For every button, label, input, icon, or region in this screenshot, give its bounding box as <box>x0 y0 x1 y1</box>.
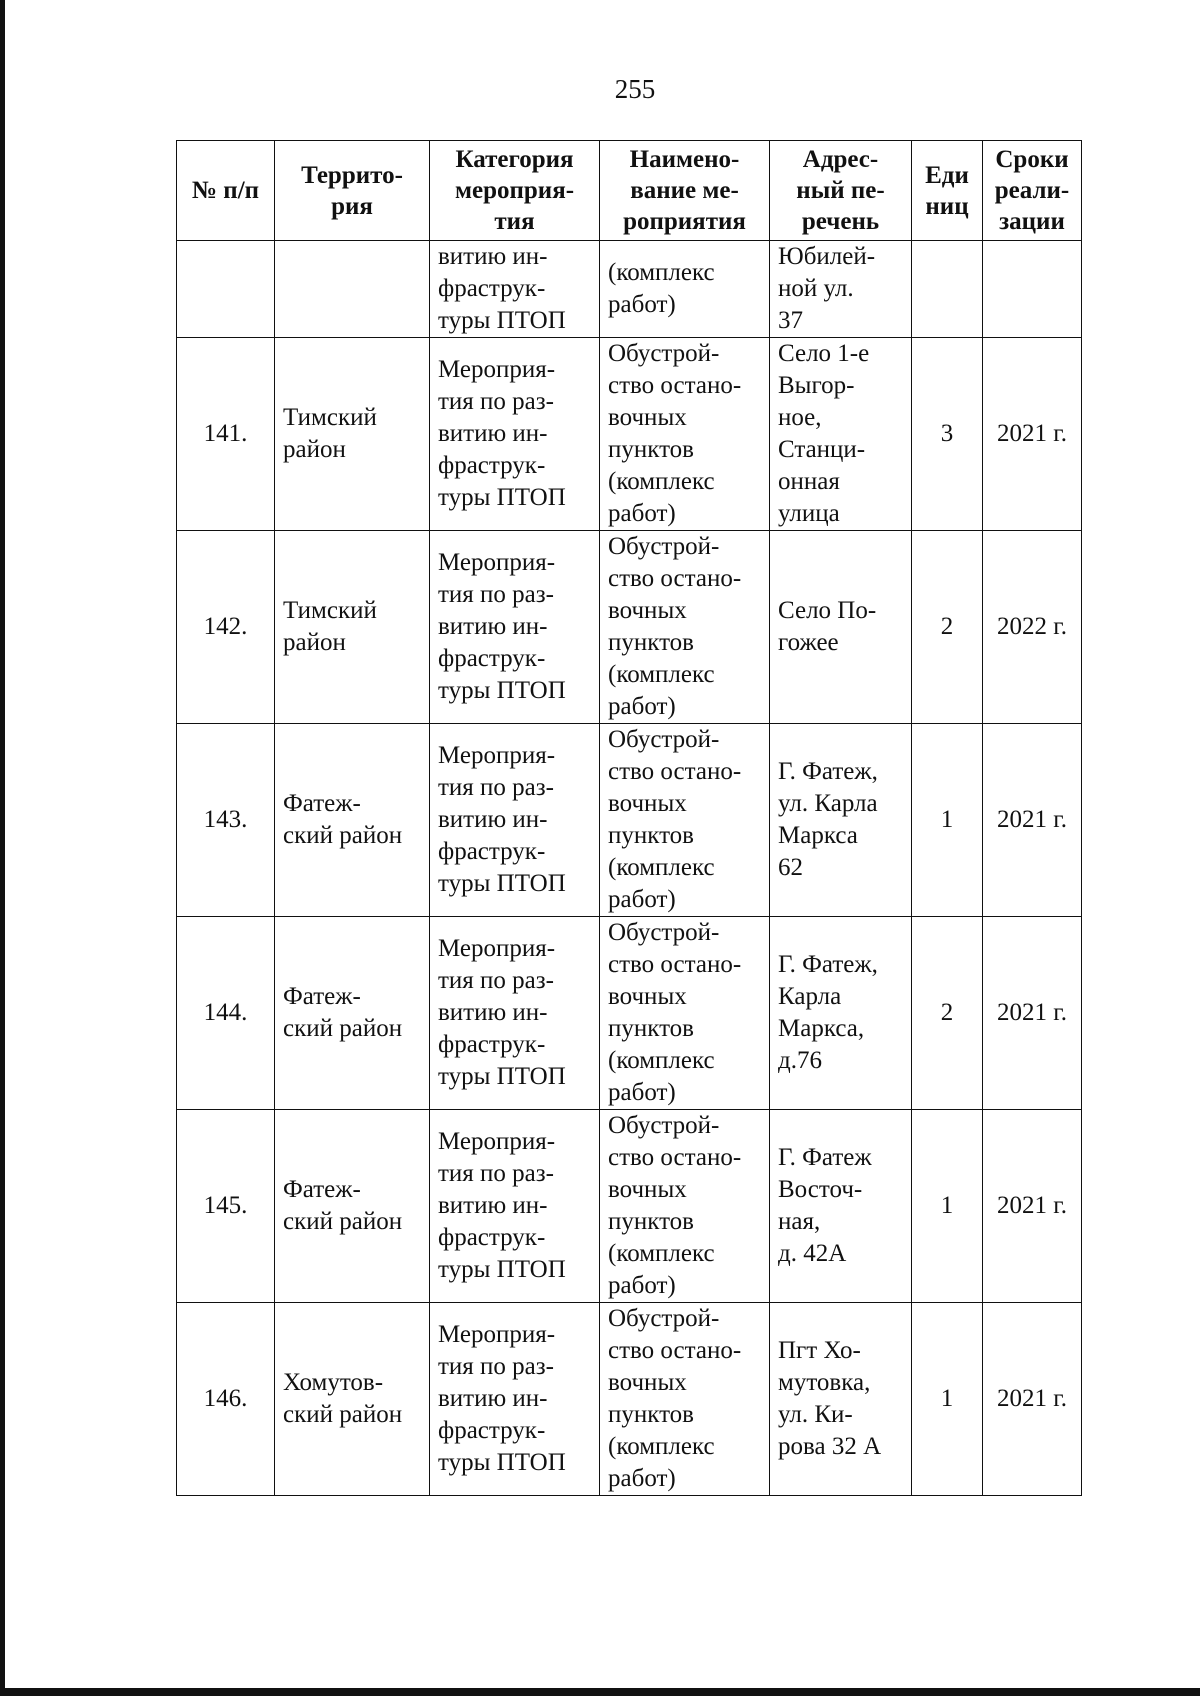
cell-line: Хомутов- <box>283 1369 384 1396</box>
cell-line: фраструк- <box>438 1417 546 1444</box>
table-row <box>177 1110 1082 1303</box>
cell-line: Мероприя- <box>438 549 556 576</box>
cont-category-cell <box>430 241 600 338</box>
cell-line: витию ин- <box>438 243 548 270</box>
cell-line: ский район <box>283 1208 403 1235</box>
cell-line: Г. Фатеж <box>778 1144 872 1171</box>
cell-line: фраструк- <box>438 838 546 865</box>
cell-line: (комплекс <box>608 1433 715 1460</box>
cell-line: Мероприя- <box>438 935 556 962</box>
cell-line: ул. Карла <box>778 790 878 817</box>
cell-line: тия по раз- <box>438 581 554 608</box>
cell-line: работ) <box>608 886 676 913</box>
address-cell <box>770 917 912 1110</box>
cell-line: ство остано- <box>608 1144 742 1171</box>
cell-line: реали- <box>994 177 1070 204</box>
cell-line: № п/п <box>191 177 260 204</box>
cell-line: д.76 <box>778 1047 822 1074</box>
cell-line: работ) <box>608 693 676 720</box>
cell-line: Маркса <box>778 822 858 849</box>
cell-line: (комплекс <box>608 259 715 286</box>
territory-cell <box>275 1303 430 1496</box>
cell-line: работ) <box>608 1465 676 1492</box>
cell-line: Мероприя- <box>438 742 556 769</box>
territory-cell <box>275 1110 430 1303</box>
cell-line: тия по раз- <box>438 774 554 801</box>
cell-line: Маркса, <box>778 1015 865 1042</box>
cell-line: речень <box>801 208 880 235</box>
category-cell <box>430 338 600 531</box>
cell-line: рова 32 А <box>778 1433 882 1460</box>
cell-line: пунктов <box>608 436 694 463</box>
cell-line: ниц <box>925 192 969 220</box>
cell-line: мероприя- <box>454 177 575 204</box>
name-cell <box>600 338 770 531</box>
name-cell <box>600 917 770 1110</box>
cell-line: вочных <box>608 1176 687 1203</box>
address-cell <box>770 531 912 724</box>
category-cell <box>430 917 600 1110</box>
term-cell: 2021 г. <box>983 338 1082 531</box>
cell-line: витию ин- <box>438 420 548 447</box>
cell-line: Обустрой- <box>608 340 720 367</box>
num-cell: 141. <box>177 338 275 531</box>
cell-line: Г. Фатеж, <box>778 951 878 978</box>
cont-units-cell <box>912 241 983 338</box>
cell-line: работ) <box>608 500 676 527</box>
header-name <box>600 141 770 241</box>
cell-line: туры ПТОП <box>438 1256 566 1283</box>
cell-line: (комплекс <box>608 468 715 495</box>
units-cell: 3 <box>912 338 983 531</box>
cell-line: улица <box>778 500 840 527</box>
cell-line: Категория <box>455 146 574 173</box>
cell-line: Выгор- <box>778 372 855 399</box>
cell-line: ство остано- <box>608 1337 742 1364</box>
address-cell <box>770 1110 912 1303</box>
cell-line: (комплекс <box>608 1240 715 1267</box>
cell-line: вание ме- <box>630 177 739 204</box>
cell-line: туры ПТОП <box>438 870 566 897</box>
term-cell: 2021 г. <box>983 917 1082 1110</box>
num-cell: 143. <box>177 724 275 917</box>
cell-line: ский район <box>283 1401 403 1428</box>
cell-line: туры ПТОП <box>438 484 566 511</box>
cell-line: Обустрой- <box>608 1112 720 1139</box>
cell-line: вочных <box>608 597 687 624</box>
header-term <box>983 141 1082 241</box>
cell-line: Наимено- <box>629 146 740 173</box>
header-territory <box>275 141 430 241</box>
cell-line: вочных <box>608 1369 687 1396</box>
cell-line: фраструк- <box>438 1031 546 1058</box>
term-cell: 2021 г. <box>983 1303 1082 1496</box>
cell-line: гожее <box>778 629 839 656</box>
address-cell <box>770 1303 912 1496</box>
units-cell: 1 <box>912 1110 983 1303</box>
cell-line: Адрес- <box>802 146 879 173</box>
page-number: 255 <box>614 74 656 104</box>
cont-term-cell <box>983 241 1082 338</box>
cell-line: витию ин- <box>438 999 548 1026</box>
units-cell: 1 <box>912 1303 983 1496</box>
cell-line: пунктов <box>608 1015 694 1042</box>
cell-line: 62 <box>778 854 803 881</box>
cell-line: туры ПТОП <box>438 307 566 334</box>
cell-line: ул. Ки- <box>778 1401 853 1428</box>
cell-line: Карла <box>778 983 842 1010</box>
cell-line: тия по раз- <box>438 388 554 415</box>
cell-line: онная <box>778 468 840 495</box>
cell-line: работ) <box>608 1272 676 1299</box>
cell-line: пунктов <box>608 822 694 849</box>
cell-line: фраструк- <box>438 1224 546 1251</box>
cell-line: витию ин- <box>438 613 548 640</box>
cont-address-cell <box>770 241 912 338</box>
scan-bottom-border <box>0 1688 1200 1696</box>
cell-line: витию ин- <box>438 1385 548 1412</box>
num-cell: 144. <box>177 917 275 1110</box>
cell-line: Фатеж- <box>283 983 361 1010</box>
cell-line: Юбилей- <box>778 243 876 270</box>
term-cell: 2021 г. <box>983 1110 1082 1303</box>
cell-line: роприятия <box>623 208 746 235</box>
cell-line: Станци- <box>778 436 866 463</box>
cell-line: Террито- <box>301 161 403 189</box>
cell-line: Фатеж- <box>283 1176 361 1203</box>
cell-line: ной ул. <box>778 275 854 302</box>
header-row <box>177 141 1082 241</box>
cell-line: пунктов <box>608 1208 694 1235</box>
cell-line: ное, <box>778 404 822 431</box>
num-cell: 142. <box>177 531 275 724</box>
cell-line: Тимский <box>283 597 377 624</box>
cell-line: мутовка, <box>778 1369 871 1396</box>
category-cell <box>430 1303 600 1496</box>
cell-line: туры ПТОП <box>438 1063 566 1090</box>
cell-line: Восточ- <box>778 1176 863 1203</box>
cell-line: Обустрой- <box>608 726 720 753</box>
cell-line: витию ин- <box>438 806 548 833</box>
cell-line: д. 42А <box>778 1240 847 1267</box>
continuation-row <box>177 241 1082 338</box>
name-cell <box>600 1110 770 1303</box>
cell-line: (комплекс <box>608 854 715 881</box>
cell-line: Фатеж- <box>283 790 361 817</box>
units-cell: 2 <box>912 531 983 724</box>
address-cell <box>770 724 912 917</box>
cell-line: 37 <box>778 307 803 334</box>
measures-table <box>176 140 1082 1496</box>
cell-line: Мероприя- <box>438 1321 556 1348</box>
cell-line: тия по раз- <box>438 967 554 994</box>
cell-line: Обустрой- <box>608 1305 720 1332</box>
cell-line: Обустрой- <box>608 533 720 560</box>
name-cell <box>600 531 770 724</box>
cell-line: пунктов <box>608 1401 694 1428</box>
cell-line: Мероприя- <box>438 356 556 383</box>
cell-line: ство остано- <box>608 565 742 592</box>
cell-line: зации <box>999 208 1065 235</box>
units-cell: 2 <box>912 917 983 1110</box>
category-cell <box>430 1110 600 1303</box>
table-row <box>177 1303 1082 1496</box>
cell-line: ная, <box>778 1208 821 1235</box>
name-cell <box>600 724 770 917</box>
cont-territory-cell <box>275 241 430 338</box>
term-cell: 2021 г. <box>983 724 1082 917</box>
cell-line: тия по раз- <box>438 1160 554 1187</box>
cell-line: Село По- <box>778 597 877 624</box>
cell-line: ство остано- <box>608 758 742 785</box>
cell-line: Сроки <box>995 146 1069 173</box>
cell-line: Пгт Хо- <box>778 1337 861 1364</box>
territory-cell <box>275 724 430 917</box>
cell-line: работ) <box>608 291 676 318</box>
cell-line: ный пе- <box>796 177 885 204</box>
cell-line: (комплекс <box>608 1047 715 1074</box>
scan-left-border <box>0 0 5 1696</box>
cell-line: туры ПТОП <box>438 1449 566 1476</box>
cell-line: Г. Фатеж, <box>778 758 878 785</box>
cell-line: рия <box>331 192 373 220</box>
cont-num-cell <box>177 241 275 338</box>
address-cell <box>770 338 912 531</box>
cell-line: тия <box>494 208 535 235</box>
territory-cell <box>275 917 430 1110</box>
cell-line: работ) <box>608 1079 676 1106</box>
header-category <box>430 141 600 241</box>
cell-line: вочных <box>608 790 687 817</box>
cell-line: вочных <box>608 404 687 431</box>
cell-line: район <box>283 436 346 463</box>
table-row <box>177 531 1082 724</box>
name-cell <box>600 1303 770 1496</box>
territory-cell <box>275 338 430 531</box>
cell-line: ский район <box>283 822 403 849</box>
table-row <box>177 338 1082 531</box>
cell-line: витию ин- <box>438 1192 548 1219</box>
category-cell <box>430 724 600 917</box>
cell-line: ство остано- <box>608 372 742 399</box>
cell-line: туры ПТОП <box>438 677 566 704</box>
units-cell: 1 <box>912 724 983 917</box>
cell-line: тия по раз- <box>438 1353 554 1380</box>
header-address <box>770 141 912 241</box>
cell-line: ский район <box>283 1015 403 1042</box>
cell-line: (комплекс <box>608 661 715 688</box>
cell-line: Обустрой- <box>608 919 720 946</box>
cell-line: фраструк- <box>438 452 546 479</box>
territory-cell <box>275 531 430 724</box>
category-cell <box>430 531 600 724</box>
cell-line: фраструк- <box>438 645 546 672</box>
cell-line: Тимский <box>283 404 377 431</box>
cell-line: район <box>283 629 346 656</box>
num-cell: 145. <box>177 1110 275 1303</box>
term-cell: 2022 г. <box>983 531 1082 724</box>
cell-line: пунктов <box>608 629 694 656</box>
cell-line: ство остано- <box>608 951 742 978</box>
cell-line: Еди <box>925 161 969 189</box>
cell-line: вочных <box>608 983 687 1010</box>
table-row <box>177 724 1082 917</box>
cont-name-cell <box>600 241 770 338</box>
cell-line: Мероприя- <box>438 1128 556 1155</box>
header-num <box>177 141 275 241</box>
table-row <box>177 917 1082 1110</box>
cell-line: фраструк- <box>438 275 546 302</box>
cell-line: Село 1-е <box>778 340 870 367</box>
num-cell: 146. <box>177 1303 275 1496</box>
header-units <box>912 141 983 241</box>
